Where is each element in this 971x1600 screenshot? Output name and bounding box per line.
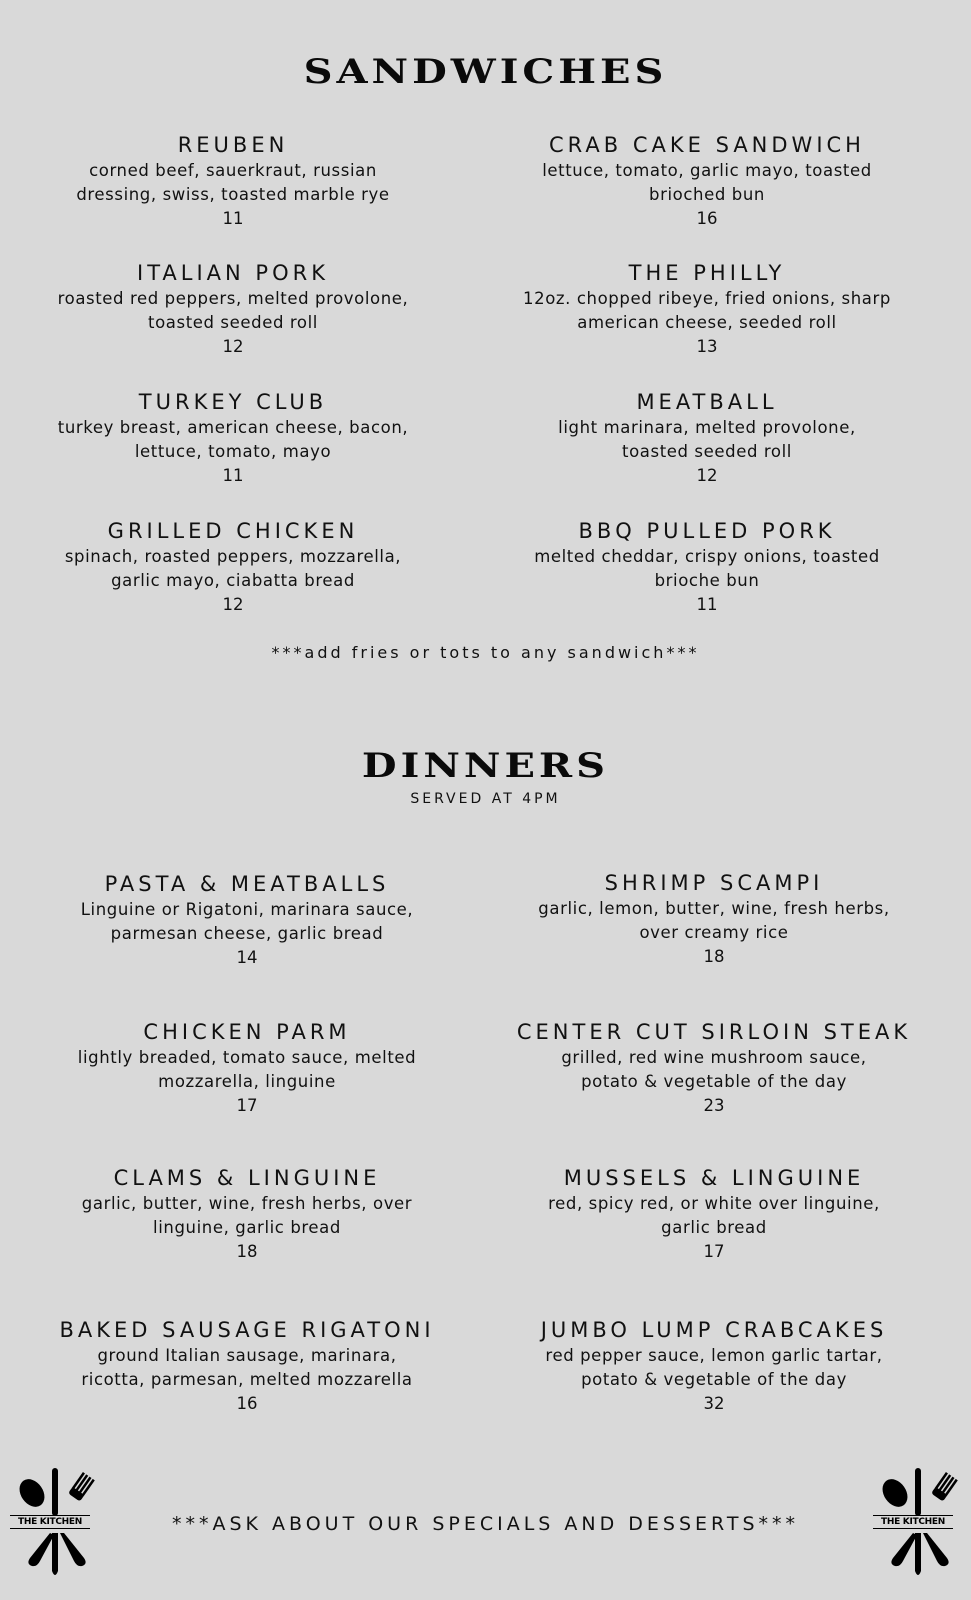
menu-item [487,517,927,617]
item-desc-line: turkey breast, american cheese, bacon, [57,418,409,437]
menu-item [494,1316,934,1416]
item-desc-line: parmesan cheese, garlic bread [110,924,384,943]
item-name: THE PHILLY [628,261,786,285]
menu-item [494,1164,934,1264]
dinners-subtitle: SERVED AT 4PM [410,791,561,807]
item-price: 12 [222,337,244,356]
kitchen-logo [10,1463,100,1583]
item-desc-line: over creamy rice [639,923,789,942]
item-desc-line: ground Italian sausage, marinara, [97,1346,397,1365]
item-price: 17 [703,1242,725,1261]
specials-note: ***ASK ABOUT OUR SPECIALS AND DESSERTS*** [171,1513,800,1535]
item-price: 16 [236,1394,258,1413]
menu-item [13,388,453,488]
menu-item [487,131,927,231]
item-price: 11 [222,209,244,228]
item-desc-line: ricotta, parmesan, melted mozzarella [81,1370,413,1389]
item-price: 32 [703,1394,725,1413]
item-price: 17 [236,1096,258,1115]
menu-item [494,1018,934,1118]
item-desc-line: grilled, red wine mushroom sauce, [561,1048,867,1067]
logo-text: THE KITCHEN [873,1515,953,1529]
menu-item [13,259,453,359]
item-desc-line: toasted seeded roll [148,313,318,332]
item-desc-line: dressing, swiss, toasted marble rye [76,185,390,204]
item-desc-line: toasted seeded roll [622,442,792,461]
item-price: 18 [703,947,725,966]
item-name: REUBEN [177,133,289,157]
item-desc-line: brioche bun [654,571,760,590]
menu-item [13,517,453,617]
item-desc-line: lightly breaded, tomato sauce, melted [77,1048,417,1067]
item-name: TURKEY CLUB [138,390,328,414]
logo-text: THE KITCHEN [10,1515,90,1529]
fries-note: ***add fries or tots to any sandwich*** [271,643,700,662]
item-desc-line: corned beef, sauerkraut, russian [89,161,377,180]
item-price: 23 [703,1096,725,1115]
item-name: SHRIMP SCAMPI [604,871,824,895]
item-price: 11 [222,466,244,485]
menu-item [27,1164,467,1264]
item-desc-line: red pepper sauce, lemon garlic tartar, [545,1346,883,1365]
menu-item [494,869,934,969]
item-price: 14 [236,948,258,967]
item-name: CLAMS & LINGUINE [113,1166,381,1190]
item-desc-line: american cheese, seeded roll [577,313,837,332]
kitchen-logo [873,1463,963,1583]
item-desc-line: roasted red peppers, melted provolone, [57,289,409,308]
item-name: ITALIAN PORK [137,261,329,285]
item-desc-line: potato & vegetable of the day [581,1072,847,1091]
menu-item [27,1018,467,1118]
sandwiches-title: SANDWICHES [303,51,668,92]
item-desc-line: Linguine or Rigatoni, marinara sauce, [80,900,414,919]
item-desc-line: spinach, roasted peppers, mozzarella, [64,547,402,566]
item-desc-line: lettuce, tomato, mayo [134,442,332,461]
menu-item [27,870,467,970]
item-desc-line: lettuce, tomato, garlic mayo, toasted [542,161,872,180]
item-desc-line: garlic, butter, wine, fresh herbs, over [81,1194,413,1213]
item-name: BBQ PULLED PORK [578,519,836,543]
item-desc-line: garlic mayo, ciabatta bread [111,571,355,590]
item-desc-line: red, spicy red, or white over linguine, [548,1194,880,1213]
item-desc-line: potato & vegetable of the day [581,1370,847,1389]
item-desc-line: mozzarella, linguine [158,1072,336,1091]
item-desc-line: brioched bun [649,185,765,204]
item-price: 16 [696,209,718,228]
item-name: MUSSELS & LINGUINE [563,1166,865,1190]
item-desc-line: linguine, garlic bread [153,1218,341,1237]
menu-item [487,388,927,488]
menu-item [487,259,927,359]
item-desc-line: garlic, lemon, butter, wine, fresh herbs, [538,899,890,918]
item-name: BAKED SAUSAGE RIGATONI [59,1318,435,1342]
item-desc-line: garlic bread [661,1218,767,1237]
item-price: 18 [236,1242,258,1261]
item-name: CENTER CUT SIRLOIN STEAK [516,1020,912,1044]
item-name: GRILLED CHICKEN [107,519,359,543]
menu-item [13,131,453,231]
item-name: PASTA & MEATBALLS [104,872,390,896]
item-price: 12 [222,595,244,614]
item-price: 12 [696,466,718,485]
menu-item [27,1316,467,1416]
item-name: CHICKEN PARM [143,1020,351,1044]
item-price: 11 [696,595,718,614]
item-name: CRAB CAKE SANDWICH [549,133,865,157]
item-desc-line: melted cheddar, crispy onions, toasted [534,547,880,566]
dinners-title: DINNERS [361,745,610,786]
item-name: MEATBALL [636,390,778,414]
item-name: JUMBO LUMP CRABCAKES [540,1318,888,1342]
item-desc-line: 12oz. chopped ribeye, fried onions, sharp [523,289,891,308]
item-desc-line: light marinara, melted provolone, [558,418,856,437]
item-price: 13 [696,337,718,356]
